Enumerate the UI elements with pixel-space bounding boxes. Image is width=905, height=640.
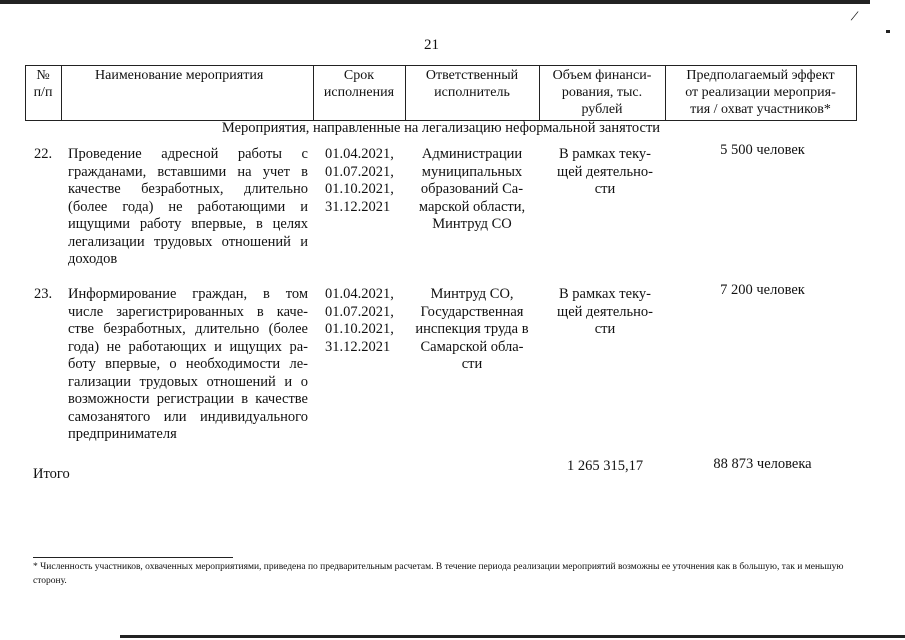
footnote-rule (33, 557, 233, 558)
row-name: Информирование граждан, в том числе зарегистрированных в каче- стве безработных, длительно (более года) не работающих и ищущих ра- боту впервые, о необходимости ле- гализации трудовых отношений и о возможности регистрации в качестве самозанятого или индивидуального предпринимателя (68, 286, 308, 442)
col-border (856, 65, 857, 120)
header-col-effect: Предполагаемый эффект от реализации мероприя- тия / охват участников* (685, 68, 836, 117)
scan-top-edge (0, 0, 870, 4)
row-financing: В рамках теку- щей деятельно- сти (557, 146, 653, 197)
row-name: Проведение адресной работы с гражданами, вставшими на учет в качестве безработных, длительно (более года) не работающими и ищущими работу впервые, в целях легализации трудовых отношений и доходов (68, 146, 308, 267)
row-executor: Администрации муниципальных образований Са- марской области, Минтруд СО (418, 146, 526, 232)
row-effect: 7 200 человек (720, 282, 805, 298)
total-label: Итого (33, 466, 70, 482)
scan-dot (886, 30, 890, 33)
scan-mark: / (849, 7, 860, 26)
row-dates: 01.04.2021, 01.07.2021, 01.10.2021, 31.12.2021 (325, 286, 394, 355)
row-effect: 5 500 человек (720, 142, 805, 158)
row-dates: 01.04.2021, 01.07.2021, 01.10.2021, 31.12.2021 (325, 146, 394, 215)
footnote: * Численность участников, охваченных мероприятиями, приведена по предварительным расчетам. В течение периода реализации мероприятий возможны ее уточнения как в большую, так и меньшую сторону. (33, 562, 844, 586)
row-executor: Минтруд СО, Государственная инспекция труда в Самарской обла- сти (415, 286, 529, 372)
scan-bottom-edge (120, 635, 905, 638)
row-number: 22. (34, 146, 53, 162)
header-top-rule (25, 65, 857, 66)
page-number: 21 (424, 37, 439, 53)
row-financing: В рамках теку- щей деятельно- сти (557, 286, 653, 337)
total-effect: 88 873 человека (713, 456, 812, 472)
header-col-fin: Объем финанси- рования, тыс. рублей (552, 68, 652, 117)
row-number: 23. (34, 286, 53, 302)
header-col-exec: Ответственный исполнитель (425, 68, 519, 100)
header-col-term: Срок исполнения (323, 68, 395, 100)
total-financing: 1 265 315,17 (566, 458, 644, 474)
header-col-num: № п/п (33, 68, 53, 100)
header-col-name: Наименование мероприятия (95, 68, 264, 83)
section-title: Мероприятия, направленные на легализацию неформальной занятости (221, 120, 661, 136)
